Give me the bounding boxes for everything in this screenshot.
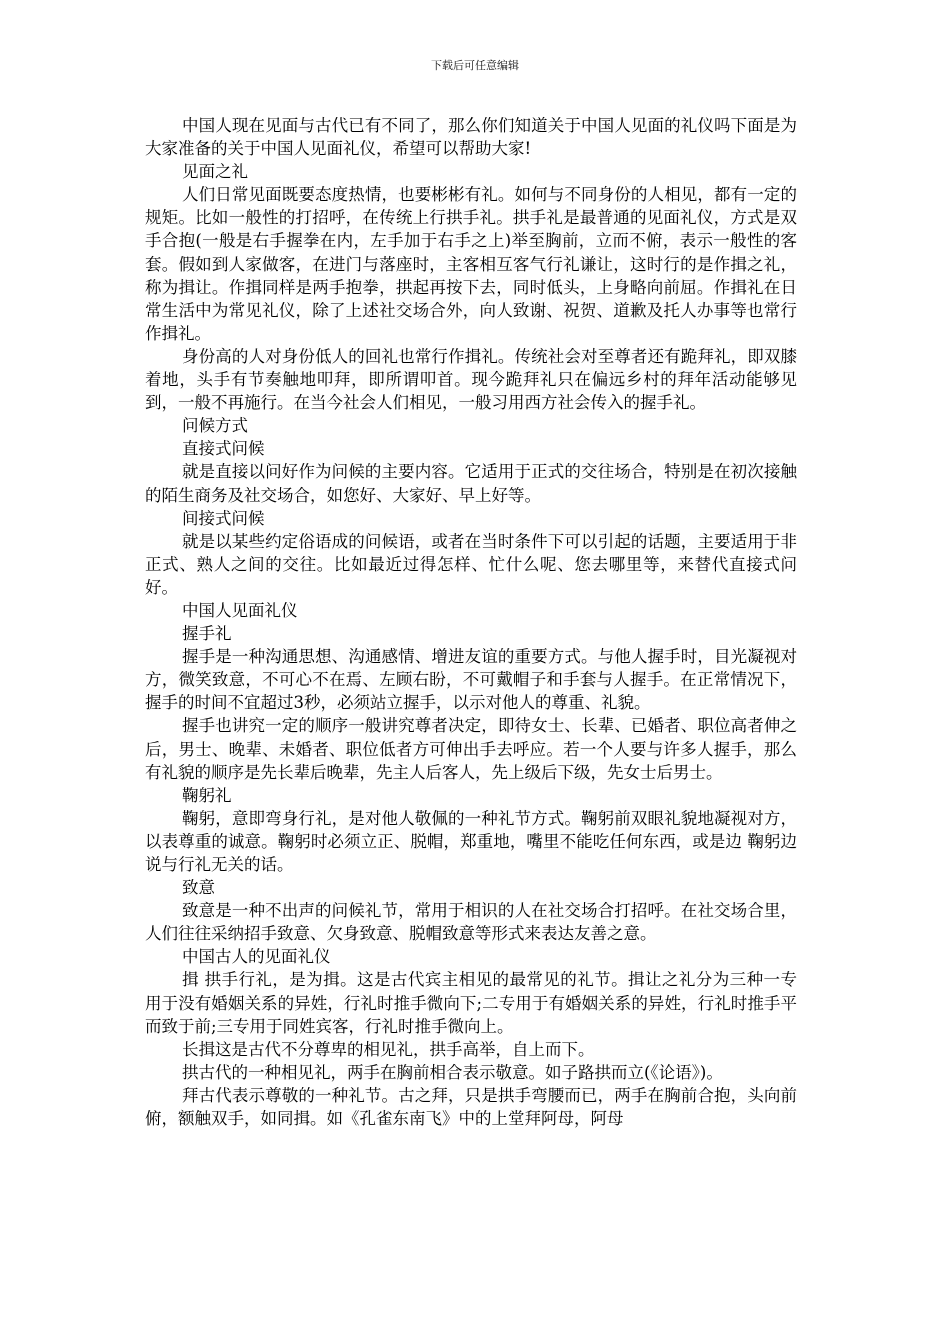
section-heading-meeting-etiquette: 见面之礼: [182, 162, 248, 182]
section-heading-chinese-meeting-etiquette: 中国人见面礼仪: [182, 600, 298, 620]
paragraph-indirect-greeting: 就是以某些约定俗语成的问候语，或者在当时条件下可以引起的话题，主要适用于非正式、熟人之间的交往。比如最近过得怎样、忙什么呢、您去哪里等，来替代直接式问好。: [145, 531, 797, 597]
subheading-bow: 鞠躬礼: [182, 785, 232, 805]
subheading-direct-greeting: 直接式问候: [182, 439, 265, 459]
paragraph-salute: 致意是一种不出声的问候礼节，常用于相识的人在社交场合打招呼。在社交场合里，人们往往采纳招手致意、欠身致意、脱帽致意等形式来表达友善之意。: [145, 901, 797, 944]
paragraph-bow: 鞠躬，意即弯身行礼，是对他人敬佩的一种礼节方式。鞠躬前双眼礼貌地凝视对方，以表尊重的诚意。鞠躬时必须立正、脱帽，郑重地，嘴里不能吃任何东西，或是边 鞠躬边说与行礼无关的话。: [145, 808, 797, 874]
subheading-indirect-greeting: 间接式问候: [182, 508, 265, 528]
document-body: [145, 114, 797, 1130]
subheading-handshake: 握手礼: [182, 624, 232, 644]
paragraph-direct-greeting: 就是直接以问好作为问候的主要内容。它适用于正式的交往场合，特别是在初次接触的陌生商务及社交场合，如您好、大家好、早上好等。: [145, 462, 797, 505]
paragraph-handshake: 握手是一种沟通思想、沟通感情、增进友谊的重要方式。与他人握手时，目光凝视对方，微笑致意，不可心不在焉、左顾右盼，不可戴帽子和手套与人握手。在正常情况下，握手的时间不宜超过3秒，必须站立握手，以示对他人的尊重、礼貌。: [145, 647, 797, 713]
paragraph-kowtow: 身份高的人对身份低人的回礼也常行作揖礼。传统社会对至尊者还有跪拜礼，即双膝着地，头手有节奏触地叩拜，即所谓叩首。现今跪拜礼只在偏远乡村的拜年活动能够见到，一般不再施行。在当今社会人们相见，一般习用西方社会传入的握手礼。: [145, 346, 797, 413]
paragraph-handshake-order: 握手也讲究一定的顺序一般讲究尊者决定，即待女士、长辈、已婚者、职位高者伸之后，男士、晚辈、未婚者、职位低者方可伸出手去呼应。若一个人要与许多人握手，那么有礼貌的顺序是先长辈后晚辈，先主人后客人，先上级后下级，先女士后男士。: [145, 716, 797, 782]
intro-paragraph: 中国人现在见面与古代已有不同了，那么你们知道关于中国人见面的礼仪吗下面是为大家准备的关于中国人见面礼仪，希望可以帮助大家!: [145, 116, 797, 159]
subheading-salute: 致意: [182, 878, 215, 898]
section-heading-greeting-methods: 问候方式: [182, 416, 248, 436]
section-heading-ancient-etiquette: 中国古人的见面礼仪: [182, 947, 331, 967]
paragraph-bai: 拜古代表示尊敬的一种礼节。古之拜，只是拱手弯腰而已，两手在胸前合抱，头向前俯，额触双手，如同揖。如《孔雀东南飞》中的上堂拜阿母，阿母: [145, 1085, 797, 1129]
paragraph-changyi: 长揖这是古代不分尊卑的相见礼，拱手高举，自上而下。: [182, 1039, 595, 1059]
page-header: 下载后可任意编辑: [431, 59, 519, 72]
paragraph-yi: 揖 拱手行礼，是为揖。这是古代宾主相见的最常见的礼节。揖让之礼分为三种一专用于没有婚姻关系的异姓，行礼时推手微向下;二专用于有婚姻关系的异姓，行礼时推手平而致于前;三专用于同姓宾客，行礼时推手微向上。: [145, 970, 797, 1036]
paragraph-meeting-etiquette: 人们日常见面既要态度热情，也要彬彬有礼。如何与不同身份的人相见，都有一定的规矩。比如一般性的打招呼，在传统上行拱手礼。拱手礼是最普通的见面礼仪，方式是双手合抱(一般是右手握拳在内，左手加于右手之上)举至胸前，立而不俯，表示一般性的客套。假如到人家做客，在进门与落座时，主客相互客气行礼谦让，这时行的是作揖之礼，称为揖让。作揖同样是两手抱拳，拱起再按下去，同时低头，上身略向前屈。作揖礼在日常生活中为常见礼仪，除了上述社交场合外，向人致谢、祝贺、道歉及托人办事等也常行作揖礼。: [145, 185, 797, 343]
paragraph-gong: 拱古代的一种相见礼，两手在胸前相合表示敬意。如子路拱而立(《论语》)。: [182, 1062, 723, 1082]
